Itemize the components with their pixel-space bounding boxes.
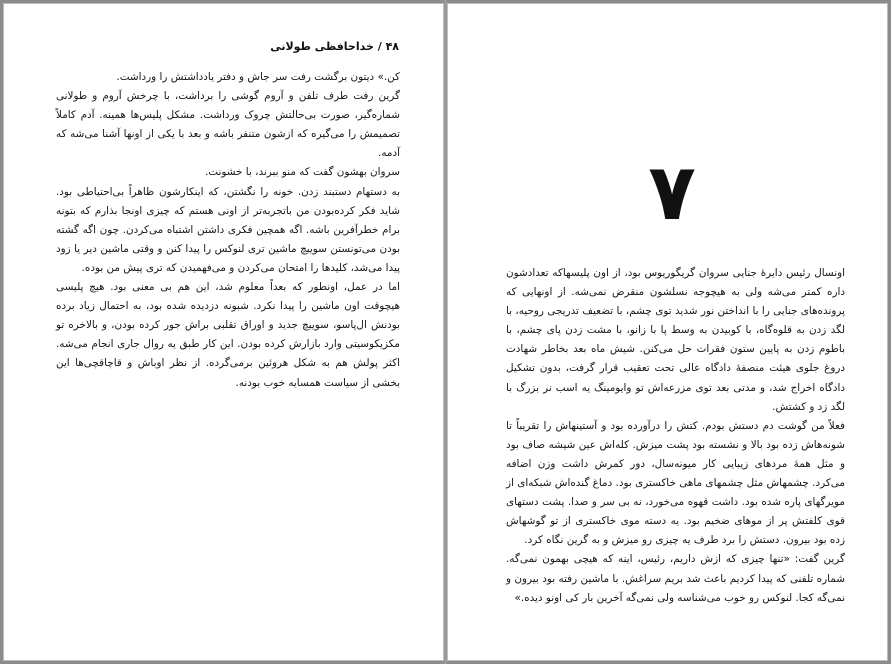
paragraph: گرین رفت طرف تلفن و آروم گوشی را برداشت، با چرخش آروم و طولانی شماره‌گیر، صورت بی‌حالتش چروک ورداشت. مشکل پلیس‌ها همینه. آدم کاملاً تصمیمش را می‌گیره که ازشون متنفر باشه و بعد با یکی از اونها آشنا می‌شه که آدمه. bbox=[56, 90, 400, 160]
paragraph: به دستهام دستبند زدن. خونه را نگشتن، که اینکارشون ظاهراً بی‌احتیاطی بود. شاید فکر کرده‌بودن من باتجربه‌تر از اونی هستم که چیزی اونجا بذارم که بتونه برام خطرآفرین باشه. اگه همچین فکری داشتن اشتباه می‌کردن. چون اگه گشته بودن می‌تونستن سوییچ ماشین تری لنوکس را پیدا کنن و وقتی ماشین دیر یا زود پیدا می‌شد، کلیدها را امتحان می‌کردن و می‌فهمیدن که تری پیش من بوده. bbox=[56, 185, 400, 274]
paragraph: اما در عمل، اونطور که بعداً معلوم شد، این هم بی معنی بود. هیچ پلیسی هیچوقت اون ماشین را پیدا نکرد. شبونه دزدیده شده بود، به احتمال زیاد برده بودنش ال‌پاسو، سوییچ جدید و اوراق تقلبی براش جور کرده بودن، و بالاخره تو مکزیکوسیتی وارد بازارش کرده بودن. این کار طبق یه روال جاری انجام می‌شه. اکثر پولش هم به شکل هروئین برمی‌گرده. از نظر اوباش و قاچاقچی‌ها این بخشی از سیاست همسایه خوب بودنه. bbox=[56, 281, 400, 389]
left-page bbox=[3, 3, 444, 661]
paragraph: اونسال رئیس دایرهٔ جنایی سروان گریگوریوس بود، از اون پلیسهاکه تعدادشون داره کمتر می‌شه ولی به هیچوجه نسلشون منقرض نمی‌شه. از اونهایی که پرونده‌های جنایی را با انداختن نور شدید توی چشم، با تضعیف تدریجی روحیه، با لگد زدن به قلوه‌گاه، با کوبیدن به وسط پا با زانو، با مشت زدن پای چشم، با باطوم زدن به پایین ستون فقرات حل می‌کنن. شیش ماه بعد بخاطر شهادت دروغ جلوی هیئت منصفهٔ دادگاه عالی تحت تعقیب قرار گرفت، بدون تشکیل دادگاه اخراج شد، و مدتی بعد توی مزرعه‌اش تو وایومینگ یه اسب نر بزرگ با لگد زد و کشتش. bbox=[506, 267, 845, 413]
paragraph: سروان بهشون گفت که منو ببرند، با خشونت. bbox=[204, 166, 400, 179]
right-page bbox=[447, 3, 888, 661]
left-page-body bbox=[56, 68, 400, 393]
paragraph: کن.» دیتون برگشت رفت سر جاش و دفتر یادداشتش را ورداشت. bbox=[116, 71, 400, 83]
right-page-body bbox=[506, 264, 845, 608]
chapter-number: ۷ bbox=[648, 148, 696, 238]
running-header: ۴۸ / خداحافظی طولانی bbox=[270, 40, 399, 53]
paragraph: گرین گفت: «تنها چیزی که ازش داریم، رئیس، اینه که هیچی بهمون نمی‌گه. شماره تلفنی که پیدا کردیم باعث شد بریم سراغش. با ماشین رفته بود بیرون و نمی‌گه کجا. لنوکس رو خوب می‌شناسه ولی نمی‌گه آخرین بار کی اونو دیده.» bbox=[506, 553, 845, 604]
paragraph: فعلاً من گوشت دم دستش بودم. کتش را درآورده بود و آستینهاش را تقریباً تا شونه‌هاش زده بود بالا و نشسته بود پشت میزش. کله‌اش عین شیشه صاف بود و مثل همهٔ مردهای زیبایی کار میونه‌سال، دور کمرش داشت وزن اضافه می‌کرد. چشمهاش مثل چشمهای ماهی خاکستری بود. دماغ گنده‌اش شبکه‌ای از مویرگهای پاره شده بود. داشت قهوه می‌خورد، نه بی سر و صدا. پشت دستهای قوی کلفتش پر از موهای ضخیم بود. یه دسته موی خاکستری از تو گوشهاش زده بود بیرون. دستش را برد طرف یه چیزی رو میزش و به گرین نگاه کرد. bbox=[506, 419, 845, 547]
